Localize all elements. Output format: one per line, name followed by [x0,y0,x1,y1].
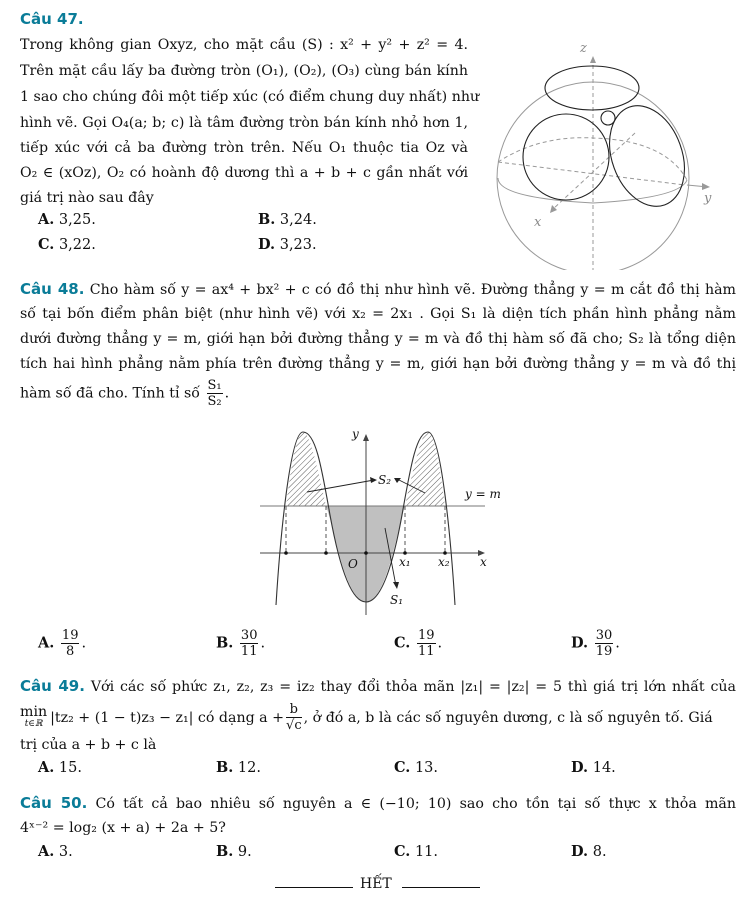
axis-y-label: y [704,191,712,206]
q47-text-line: hình vẽ. Gọi O₄(a; b; c) là tâm đường tròn bán kính nhỏ hơn 1, [20,115,468,131]
q49-option-a[interactable]: A. 15. [38,759,82,776]
q50-line-1: Câu 50. Có tất cả bao nhiêu số nguyên a ∈ (−10; 10) sao cho tồn tại số thực x thỏa mãn [20,794,737,812]
q49-line-1: Câu 49. Với các số phức z₁, z₂, z₃ = iz₂ thay đổi thỏa mãn |z₁| = |z₂| = 5 thì giá trị lớn nhất của [20,677,737,695]
footer-rule-left [275,887,353,888]
q47-text-line: 1 sao cho chúng đôi một tiếp xúc (có điểm chung duy nhất) như [20,89,480,105]
q48-line-1: Câu 48. Cho hàm số y = ax⁴ + bx² + c có đồ thị như hình vẽ. Đường thẳng y = m cắt đồ thị hàm [20,280,736,298]
graph-y-label: y [352,427,359,441]
question-49-heading: Câu 49. [20,677,85,695]
q48-option-b[interactable]: B. $\frac{30}{11}$ . [216,628,266,659]
q48-option-d[interactable]: D. $\frac{30}{19}$ . [571,628,620,659]
footer-rule-right [402,887,480,888]
q50-option-d[interactable]: D. 8. [571,843,607,860]
question-50-heading: Câu 50. [20,794,88,812]
quartic-graph [260,420,510,615]
q48-option-c[interactable]: C. $\frac{19}{11}$ . [394,628,443,659]
q48-text-line: tích hai hình phẳng nằm phía trên đường thẳng y = m, giới hạn bởi đường thẳng y = m và đồ thị [20,356,736,372]
q48-option-a[interactable]: A. $\frac{19}{8}$ . [38,628,87,659]
q48-text-line: hàm số đã cho. Tính tỉ số $\frac{\text{S₁}}{\text{S₂}}$ . [20,378,230,409]
q50-option-a[interactable]: A. 3. [38,843,73,860]
q47-option-a[interactable]: A. 3,25. [38,211,96,228]
q48-text-line: dưới đường thẳng y = m, giới hạn bởi đường thẳng y = m và đồ thị hàm số đã cho; S₂ là tổng diện [20,331,736,347]
q47-option-b[interactable]: B. 3,24. [258,211,317,228]
q47-text-line: tiếp xúc với cả ba đường tròn trên. Nếu O₁ thuộc tia Oz và [20,140,468,156]
q47-text-line: O₂ ∈ (xOz), O₂ có hoành độ dương thì a + b + c gần nhất với [20,165,468,181]
sphere-figure [480,30,740,270]
graph-s1-label: S₁ [390,593,404,607]
q50-text-line: 4ˣ⁻² = log₂ (x + a) + 2a + 5? [20,820,226,836]
q47-option-c[interactable]: C. 3,22. [38,236,96,253]
graph-origin-label: O [348,557,358,571]
q48-text-line: số tại bốn điểm phân biệt (như hình vẽ) với x₂ = 2x₁ . Gọi S₁ là diện tích phần hình phẳng nằm [20,306,736,322]
axis-z-label: z [580,41,587,56]
q47-text-line: Trên mặt cầu lấy ba đường tròn (O₁), (O₂), (O₃) cùng bán kính [20,63,468,79]
q49-text-line: trị của a + b + c là [20,737,157,753]
axis-x-label: x [534,215,542,230]
end-marker: HẾT [360,876,392,892]
graph-x1-label: x₁ [399,555,411,569]
b-over-sqrt-c: $\frac{b}{√c}$ [286,702,302,733]
q49-line-2: min t∈ℝ |tz₂ + (1 − t)z₃ − z₁| có dạng a + $\frac{b}{√c}$ , ở đó a, b là các số nguyên dương, c là số nguyên tố. Giá [20,702,713,733]
question-47-heading: Câu 47. [20,10,84,28]
q47-option-d[interactable]: D. 3,23. [258,236,317,253]
q49-option-c[interactable]: C. 13. [394,759,439,776]
y-arrow-icon [702,183,710,190]
q50-option-c[interactable]: C. 11. [394,843,439,860]
z-arrow-icon [590,56,596,63]
graph-x-label: x [480,555,487,569]
q47-text-line: giá trị nào sau đây [20,190,154,206]
q47-text-line: Trong không gian Oxyz, cho mặt cầu (S) : x² + y² + z² = 4. [20,37,468,53]
q49-option-b[interactable]: B. 12. [216,759,261,776]
graph-x2-label: x₂ [438,555,450,569]
q50-option-b[interactable]: B. 9. [216,843,252,860]
min-operator: min [20,703,48,720]
graph-line-label: y = m [465,487,501,501]
question-48-heading: Câu 48. [20,280,85,298]
ratio-fraction: $\frac{\text{S₁}}{\text{S₂}}$ [207,378,222,409]
q49-option-d[interactable]: D. 14. [571,759,616,776]
graph-s2-label: S₂ [378,473,392,487]
